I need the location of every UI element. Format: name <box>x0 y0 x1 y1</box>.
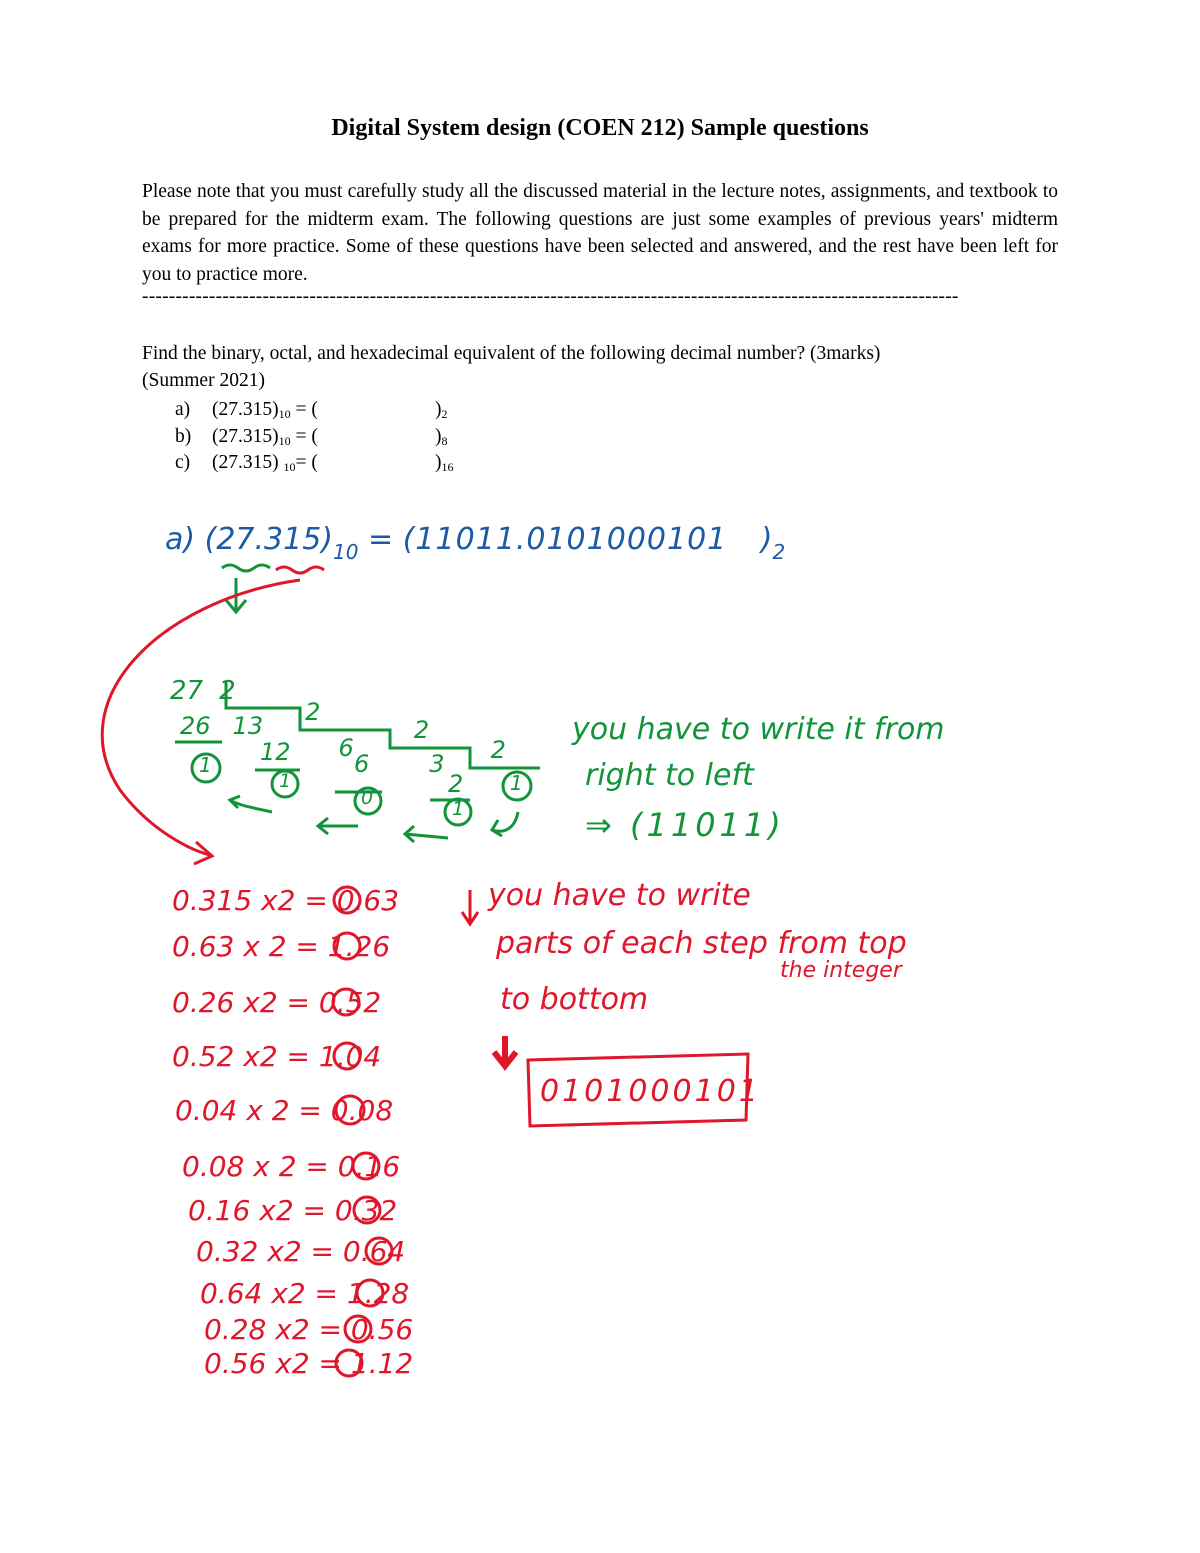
item-expression: (27.315) $_{10}$= ( <box>212 452 318 474</box>
remainder-2: 1 <box>279 770 292 792</box>
page-title: Digital System design (COEN 212) Sample questions <box>331 115 869 141</box>
fraction-note-line-1: you have to write <box>488 878 751 913</box>
item-target-base: )$_8$ <box>435 425 448 448</box>
division-row-5: 2 <box>448 770 464 798</box>
multiplication-step-10: 0.28 x2 = 0.56 <box>204 1313 414 1346</box>
integer-note-line-1: you have to write it from <box>572 712 945 747</box>
fraction-note-line-4: to bottom <box>500 982 649 1017</box>
item-target-base: )$_2$ <box>435 399 448 421</box>
division-row-2: 26 13 2 <box>180 698 321 740</box>
integer-note-line-2: right to left <box>585 758 754 793</box>
separator-rule: -------------------------------------------------------------------------------------------------------------------------- <box>142 286 959 307</box>
multiplication-step-3: 0.26 x2 = 0.52 <box>172 986 382 1019</box>
item-label: a) <box>175 399 191 420</box>
multiplication-step-11: 0.56 x2 = 1.12 <box>204 1347 414 1380</box>
remainder-3: 0 <box>361 787 374 809</box>
remainder-5: 1 <box>510 771 523 795</box>
multiplication-step-8: 0.32 x2 = 0.64 <box>196 1235 406 1268</box>
item-label: c) <box>175 452 191 473</box>
division-row-4: 6 3 2 <box>354 736 506 778</box>
intro-paragraph: Please note that you must carefully study all the discussed material in the lecture notes, assignments, and textbook to be prepared for the midterm exam. The following questions are just some examples of previous years' midterm exams for more practice. Some of these questions have been selected and answered, and the rest have been left for you to practice more. <box>142 181 1058 285</box>
multiplication-step-1: 0.315 x2 = 0.63 <box>172 884 400 917</box>
multiplication-step-6: 0.08 x 2 = 0.16 <box>182 1150 401 1183</box>
question-text: Find the binary, octal, and hexadecimal equivalent of the following decimal number? (3marks) <box>142 343 881 364</box>
integer-note-line-3: ⇒ (11011) <box>585 806 785 844</box>
multiplication-step-9: 0.64 x2 = 1.28 <box>200 1277 410 1310</box>
multiplication-step-2: 0.63 x 2 = 1.26 <box>172 930 391 963</box>
item-target-base: )$_{16}$ <box>435 452 454 474</box>
fraction-result: 0101000101 <box>540 1074 761 1109</box>
remainder-1: 1 <box>199 753 212 777</box>
division-row-3: 12 62 <box>260 716 430 766</box>
fraction-note-line-3: the integer <box>780 958 902 983</box>
question-term: (Summer 2021) <box>142 370 265 391</box>
multiplication-step-4: 0.52 x2 = 1.04 <box>172 1040 382 1073</box>
item-expression: $(27.315)_{10}$ = ( <box>212 425 318 448</box>
fraction-note-line-2: parts of each step from top <box>496 926 907 961</box>
answer-line: a) $(27.315)_{10} = (11011.0101000101$ )$_2$ <box>165 522 786 564</box>
item-expression: $(27.315)_{10}$ = ( <box>212 399 318 421</box>
division-row-1: 27 2 <box>170 676 236 706</box>
multiplication-step-5: 0.04 x 2 = 0.08 <box>175 1094 394 1127</box>
item-label: b) <box>175 425 192 447</box>
remainder-4: 1 <box>452 798 465 820</box>
multiplication-step-7: 0.16 x2 = 0.32 <box>188 1194 398 1227</box>
